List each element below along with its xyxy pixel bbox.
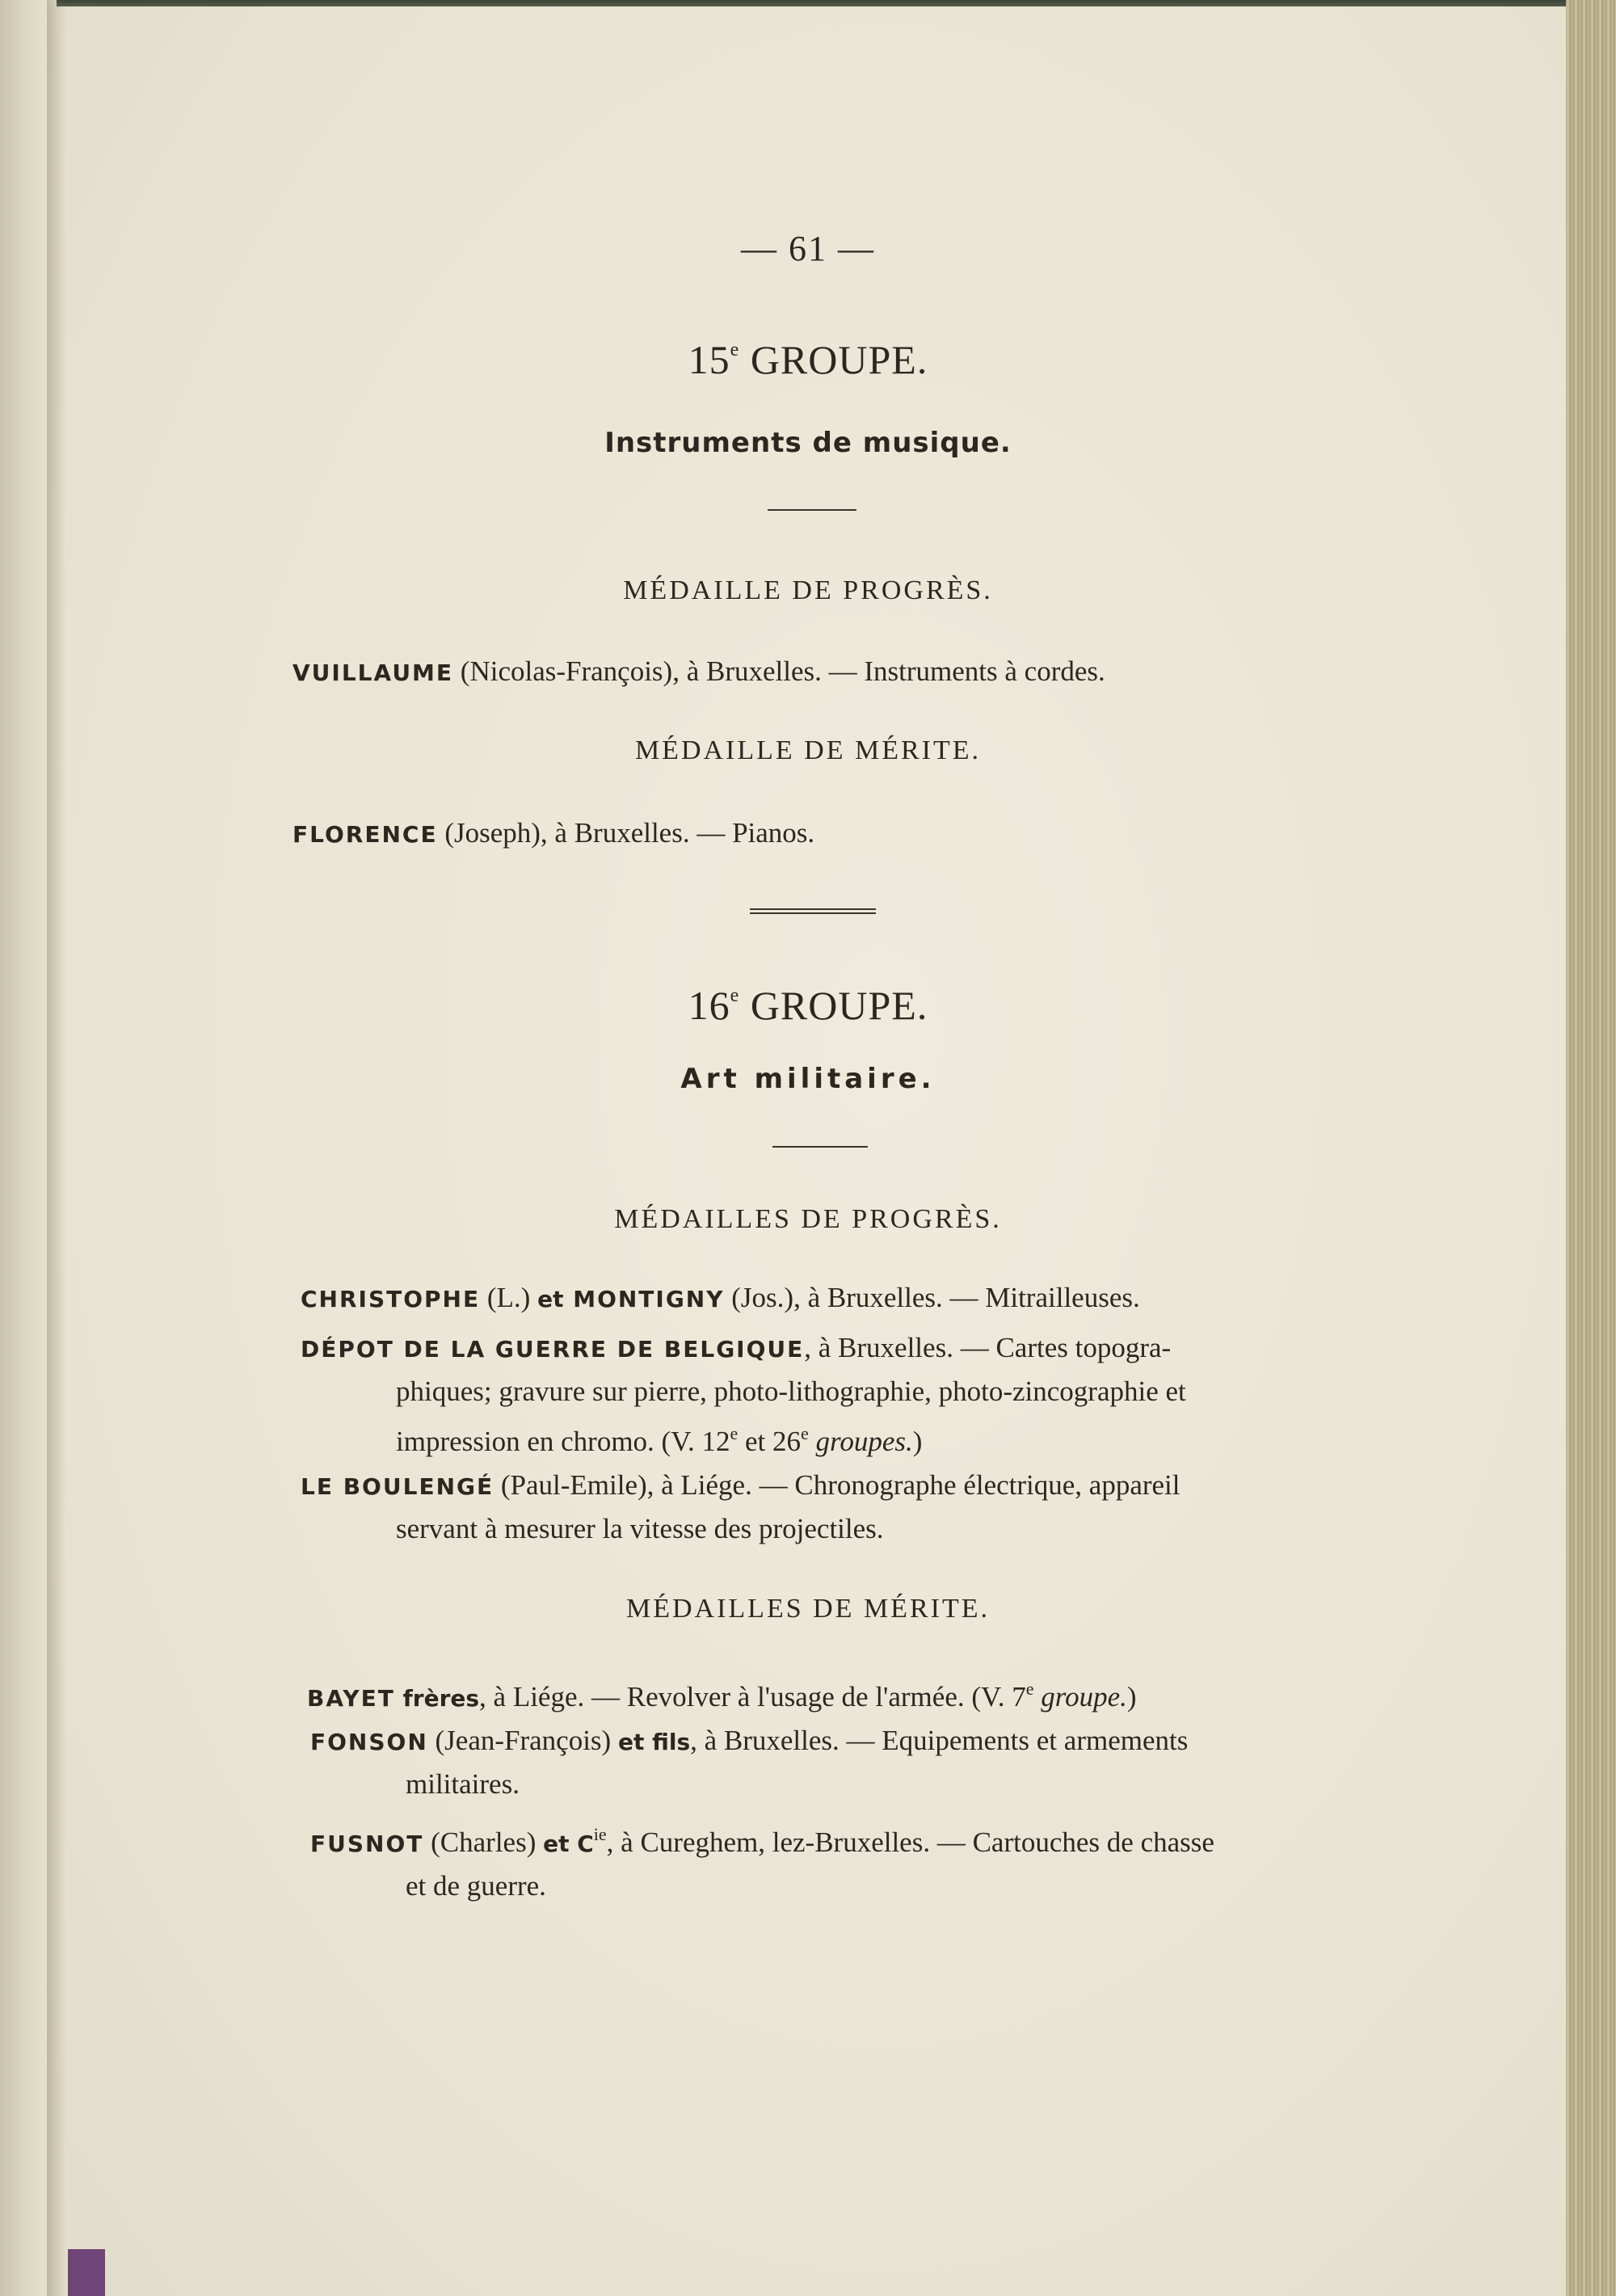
group-16-subtitle: Art militaire. xyxy=(680,1063,936,1095)
superscript: e xyxy=(1025,1679,1034,1699)
exhibitor-name: BAYET xyxy=(307,1685,395,1712)
entry-connector: et fils xyxy=(617,1729,691,1755)
group-16-merit-heading: MÉDAILLES DE MÉRITE. xyxy=(625,1594,990,1624)
entry-florence xyxy=(292,812,1351,856)
entry-connector: et C xyxy=(543,1830,594,1857)
entry-continuation: phiques; gravure sur pierre, photo-lithographie, photo-zincographie et xyxy=(396,1375,1186,1407)
entry-connector: frères xyxy=(394,1685,480,1712)
group-15-title xyxy=(0,336,1616,383)
entry-description: (Joseph), à Bruxelles. — Pianos. xyxy=(437,817,815,849)
group-16-number: 16 xyxy=(688,983,730,1028)
entry-description: (Jos.), à Bruxelles. — Mitrailleuses. xyxy=(724,1282,1140,1313)
entry-bayet xyxy=(307,1668,1366,1720)
group-15-number: 15 xyxy=(688,337,730,382)
bookmark-ribbon xyxy=(68,2249,105,2296)
group-15-label: GROUPE. xyxy=(750,337,928,382)
entry-text: (Charles) xyxy=(423,1826,544,1858)
entry-continuation: servant à mesurer la vitesse des projectiles. xyxy=(396,1513,884,1544)
group-15-subtitle: Instruments de musique. xyxy=(604,427,1012,459)
superscript: e xyxy=(801,1423,809,1443)
entry-vuillaume xyxy=(292,651,1351,694)
italic-reference: groupes. xyxy=(808,1426,913,1457)
entry-text: et 26 xyxy=(738,1426,802,1457)
exhibitor-name: FUSNOT xyxy=(310,1830,424,1857)
entry-christophe-montigny xyxy=(301,1277,1359,1321)
entry-continuation xyxy=(301,1413,1359,1463)
entry-text: ) xyxy=(1126,1681,1137,1713)
entry-le-boulenge xyxy=(301,1464,1359,1550)
entry-text: (L.) xyxy=(480,1282,538,1313)
entry-continuation: militaires. xyxy=(406,1768,520,1800)
superscript: e xyxy=(730,1423,739,1443)
entry-description: (Paul-Emile), à Liége. — Chronographe électrique, appareil xyxy=(494,1469,1180,1501)
group-15-progress-heading: MÉDAILLE DE PROGRÈS. xyxy=(623,575,993,605)
superscript: ie xyxy=(593,1824,607,1844)
entry-description: (Nicolas-François), à Bruxelles. — Instruments à cordes. xyxy=(453,655,1105,687)
entry-depot-de-la-guerre xyxy=(301,1327,1359,1463)
page-number: — 61 — xyxy=(741,229,875,268)
entry-description: , à Liége. — Revolver à l'usage de l'armée. (V. 7 xyxy=(479,1681,1026,1713)
entry-text: ) xyxy=(912,1426,923,1457)
exhibitor-name: VUILLAUME xyxy=(292,659,454,686)
entry-continuation: et de guerre. xyxy=(406,1870,546,1902)
entry-fonson xyxy=(310,1720,1369,1805)
group-16-title xyxy=(0,982,1616,1029)
italic-reference: groupe. xyxy=(1033,1681,1127,1713)
entry-description: , à Bruxelles. — Cartes topogra- xyxy=(804,1332,1172,1363)
exhibitor-name: DÉPOT DE LA GUERRE DE BELGIQUE xyxy=(301,1336,805,1363)
section-divider xyxy=(768,509,856,511)
exhibitor-name-2: MONTIGNY xyxy=(563,1286,725,1312)
exhibitor-name: FONSON xyxy=(310,1729,428,1755)
exhibitor-name: FLORENCE xyxy=(292,821,438,848)
group-separator-double-rule xyxy=(750,908,876,914)
entry-text: impression en chromo. (V. 12 xyxy=(396,1426,730,1457)
group-15-suffix: e xyxy=(730,339,740,360)
group-16-label: GROUPE. xyxy=(750,983,928,1028)
entry-fusnot xyxy=(310,1814,1369,1907)
exhibitor-name: LE BOULENGÉ xyxy=(301,1473,494,1500)
exhibitor-name: CHRISTOPHE xyxy=(301,1286,481,1312)
entry-description: , à Bruxelles. — Equipements et armements xyxy=(690,1725,1189,1756)
entry-text: (Jean-François) xyxy=(427,1725,618,1756)
entry-connector: et xyxy=(537,1286,564,1312)
section-divider xyxy=(772,1146,868,1148)
group-16-progress-heading: MÉDAILLES DE PROGRÈS. xyxy=(614,1204,1002,1234)
group-15-merit-heading: MÉDAILLE DE MÉRITE. xyxy=(634,735,982,765)
group-16-suffix: e xyxy=(730,985,740,1006)
entry-description: , à Cureghem, lez-Bruxelles. — Cartouches de chasse xyxy=(606,1826,1214,1858)
